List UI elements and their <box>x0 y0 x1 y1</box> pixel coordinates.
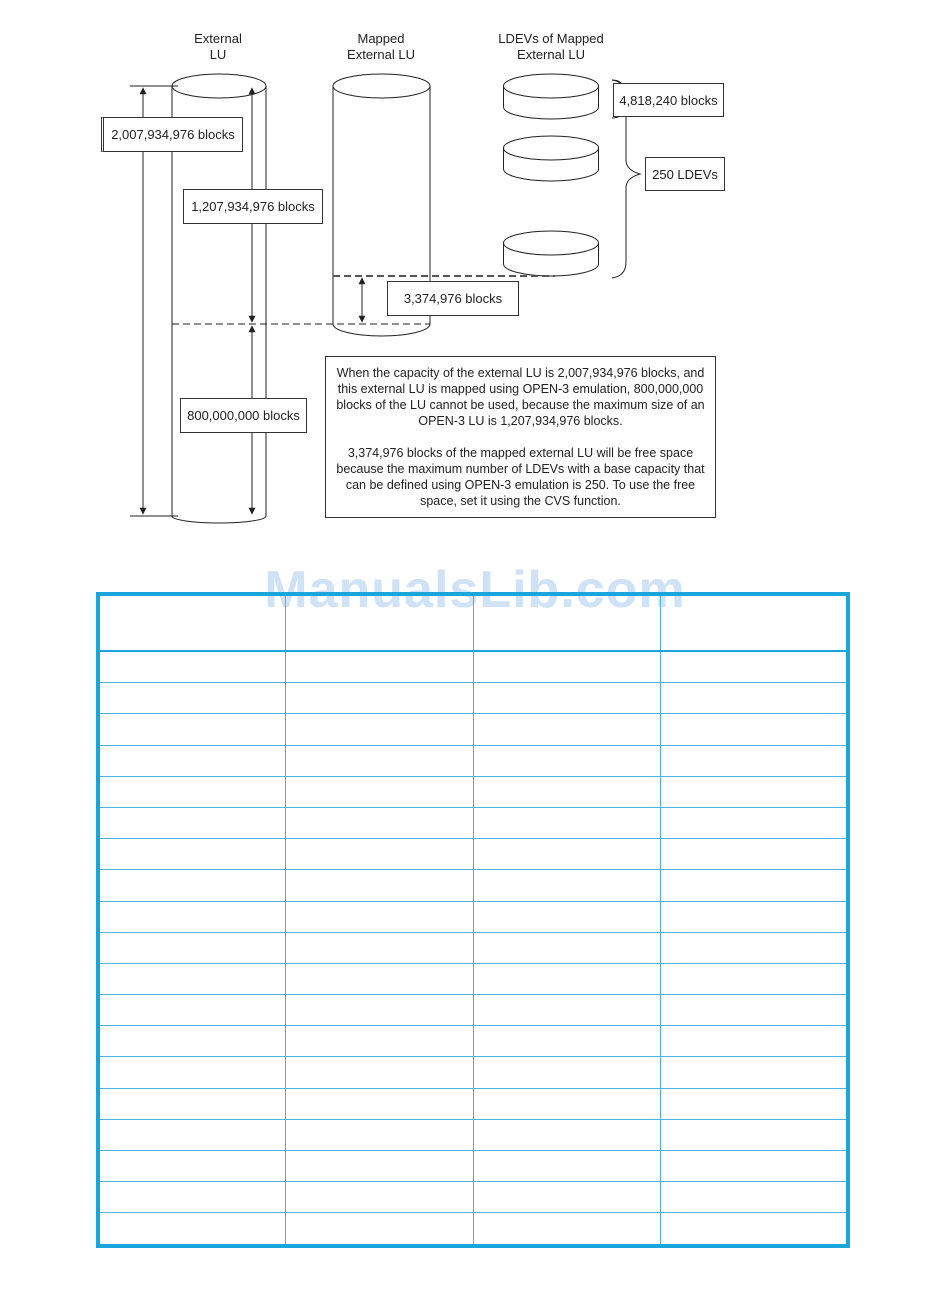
table-cell <box>473 1026 661 1057</box>
table-cell <box>98 1182 286 1213</box>
free-space-label: 3,374,976 blocks <box>387 281 519 316</box>
table-cell <box>473 1088 661 1119</box>
table-cell <box>661 776 849 807</box>
table-row <box>98 995 848 1026</box>
explanation-note <box>325 356 716 518</box>
table-row <box>98 1151 848 1182</box>
table-cell <box>286 745 474 776</box>
table-cell <box>661 1213 849 1246</box>
table-header-cell <box>286 594 474 651</box>
table-cell <box>661 651 849 683</box>
unused-blocks-label: 800,000,000 blocks <box>180 398 307 433</box>
table-cell <box>473 745 661 776</box>
table-cell <box>473 932 661 963</box>
table-cell <box>473 1119 661 1150</box>
table-cell <box>286 1213 474 1246</box>
table-row <box>98 745 848 776</box>
table-cell <box>286 963 474 994</box>
table-cell <box>661 963 849 994</box>
table-cell <box>661 932 849 963</box>
table-cell <box>661 1119 849 1150</box>
table-cell <box>286 1119 474 1150</box>
table-row <box>98 1213 848 1246</box>
table-row <box>98 1026 848 1057</box>
table-cell <box>98 1088 286 1119</box>
table-cell <box>473 1151 661 1182</box>
ldev-size-label: 4,818,240 blocks <box>613 83 724 117</box>
table-cell <box>661 1057 849 1088</box>
table-row <box>98 901 848 932</box>
table-row <box>98 776 848 807</box>
table-cell <box>286 839 474 870</box>
table-cell <box>661 807 849 838</box>
table-header-cell <box>661 594 849 651</box>
mapped-external-lu-heading: Mapped External LU <box>347 31 415 62</box>
table-cell <box>286 807 474 838</box>
table-cell <box>473 807 661 838</box>
table-cell <box>98 683 286 714</box>
table-header-cell <box>473 594 661 651</box>
table-cell <box>661 870 849 901</box>
table-cell <box>286 901 474 932</box>
table-header-cell <box>98 594 286 651</box>
table-cell <box>98 963 286 994</box>
ldevs-of-mapped-heading: LDEVs of Mapped External LU <box>498 31 604 62</box>
table-cell <box>661 995 849 1026</box>
table-cell <box>661 714 849 745</box>
table-cell <box>473 839 661 870</box>
table-cell <box>286 714 474 745</box>
table-row <box>98 807 848 838</box>
table-cell <box>98 995 286 1026</box>
table-cell <box>661 1151 849 1182</box>
ldev-count-label: 250 LDEVs <box>645 157 725 191</box>
table-cell <box>473 776 661 807</box>
table-cell <box>286 1088 474 1119</box>
table-cell <box>473 1057 661 1088</box>
total-blocks-label: 2,007,934,976 blocks <box>101 117 243 152</box>
table-row <box>98 1182 848 1213</box>
table-cell <box>98 1119 286 1150</box>
table-row <box>98 1119 848 1150</box>
table-cell <box>473 651 661 683</box>
table-cell <box>473 1182 661 1213</box>
table-cell <box>661 745 849 776</box>
table-cell <box>98 932 286 963</box>
ldev-disk-2 <box>504 136 599 181</box>
table-cell <box>473 714 661 745</box>
table-cell <box>286 1057 474 1088</box>
table-cell <box>98 1026 286 1057</box>
table-row <box>98 870 848 901</box>
table-row <box>98 651 848 683</box>
note-paragraph-1: When the capacity of the external LU is 2,007,934,976 blocks, and this external LU is mapped using OPEN-3 emulation, 800,000,000 blocks of the LU cannot be used, because the maximum size of an OPEN-3 LU is 1,207,934,976 blocks. <box>336 366 705 428</box>
table-cell <box>98 1151 286 1182</box>
table-cell <box>98 807 286 838</box>
table-cell <box>286 870 474 901</box>
table-cell <box>286 932 474 963</box>
table-row <box>98 1057 848 1088</box>
table-cell <box>286 683 474 714</box>
table-row <box>98 963 848 994</box>
table-cell <box>473 901 661 932</box>
table-cell <box>98 745 286 776</box>
table-cell <box>98 870 286 901</box>
ldev-disk-1 <box>504 74 599 119</box>
table-cell <box>286 995 474 1026</box>
table-cell <box>286 651 474 683</box>
table-cell <box>473 963 661 994</box>
table-cell <box>286 1026 474 1057</box>
table-cell <box>473 683 661 714</box>
table-cell <box>661 1088 849 1119</box>
table-cell <box>286 1151 474 1182</box>
table-row <box>98 683 848 714</box>
table-cell <box>98 651 286 683</box>
table-row <box>98 714 848 745</box>
note-paragraph-2: 3,374,976 blocks of the mapped external LU will be free space because the maximum number of LDEVs with a base capacity that can be defined using OPEN-3 emulation is 250. To use the free space, set it using the CVS function. <box>336 446 705 508</box>
watermark: ManualsLib.com <box>264 561 686 619</box>
table-cell <box>98 776 286 807</box>
table-header-row <box>98 594 848 651</box>
table-cell <box>98 1057 286 1088</box>
table-cell <box>286 776 474 807</box>
table-row <box>98 1088 848 1119</box>
ldev-disk-3 <box>504 231 599 276</box>
table-cell <box>661 839 849 870</box>
table-cell <box>661 901 849 932</box>
table-cell <box>473 870 661 901</box>
table-cell <box>661 1026 849 1057</box>
table-cell <box>473 995 661 1026</box>
max-open3-label: 1,207,934,976 blocks <box>183 189 323 224</box>
table-row <box>98 932 848 963</box>
table-cell <box>98 839 286 870</box>
table-cell <box>473 1213 661 1246</box>
external-lu-heading: External LU <box>194 31 242 62</box>
table-cell <box>98 901 286 932</box>
table-cell <box>286 1182 474 1213</box>
empty-grid-table <box>96 592 850 1248</box>
table-row <box>98 839 848 870</box>
table-cell <box>661 1182 849 1213</box>
table-cell <box>98 714 286 745</box>
table-cell <box>661 683 849 714</box>
table-cell <box>98 1213 286 1246</box>
